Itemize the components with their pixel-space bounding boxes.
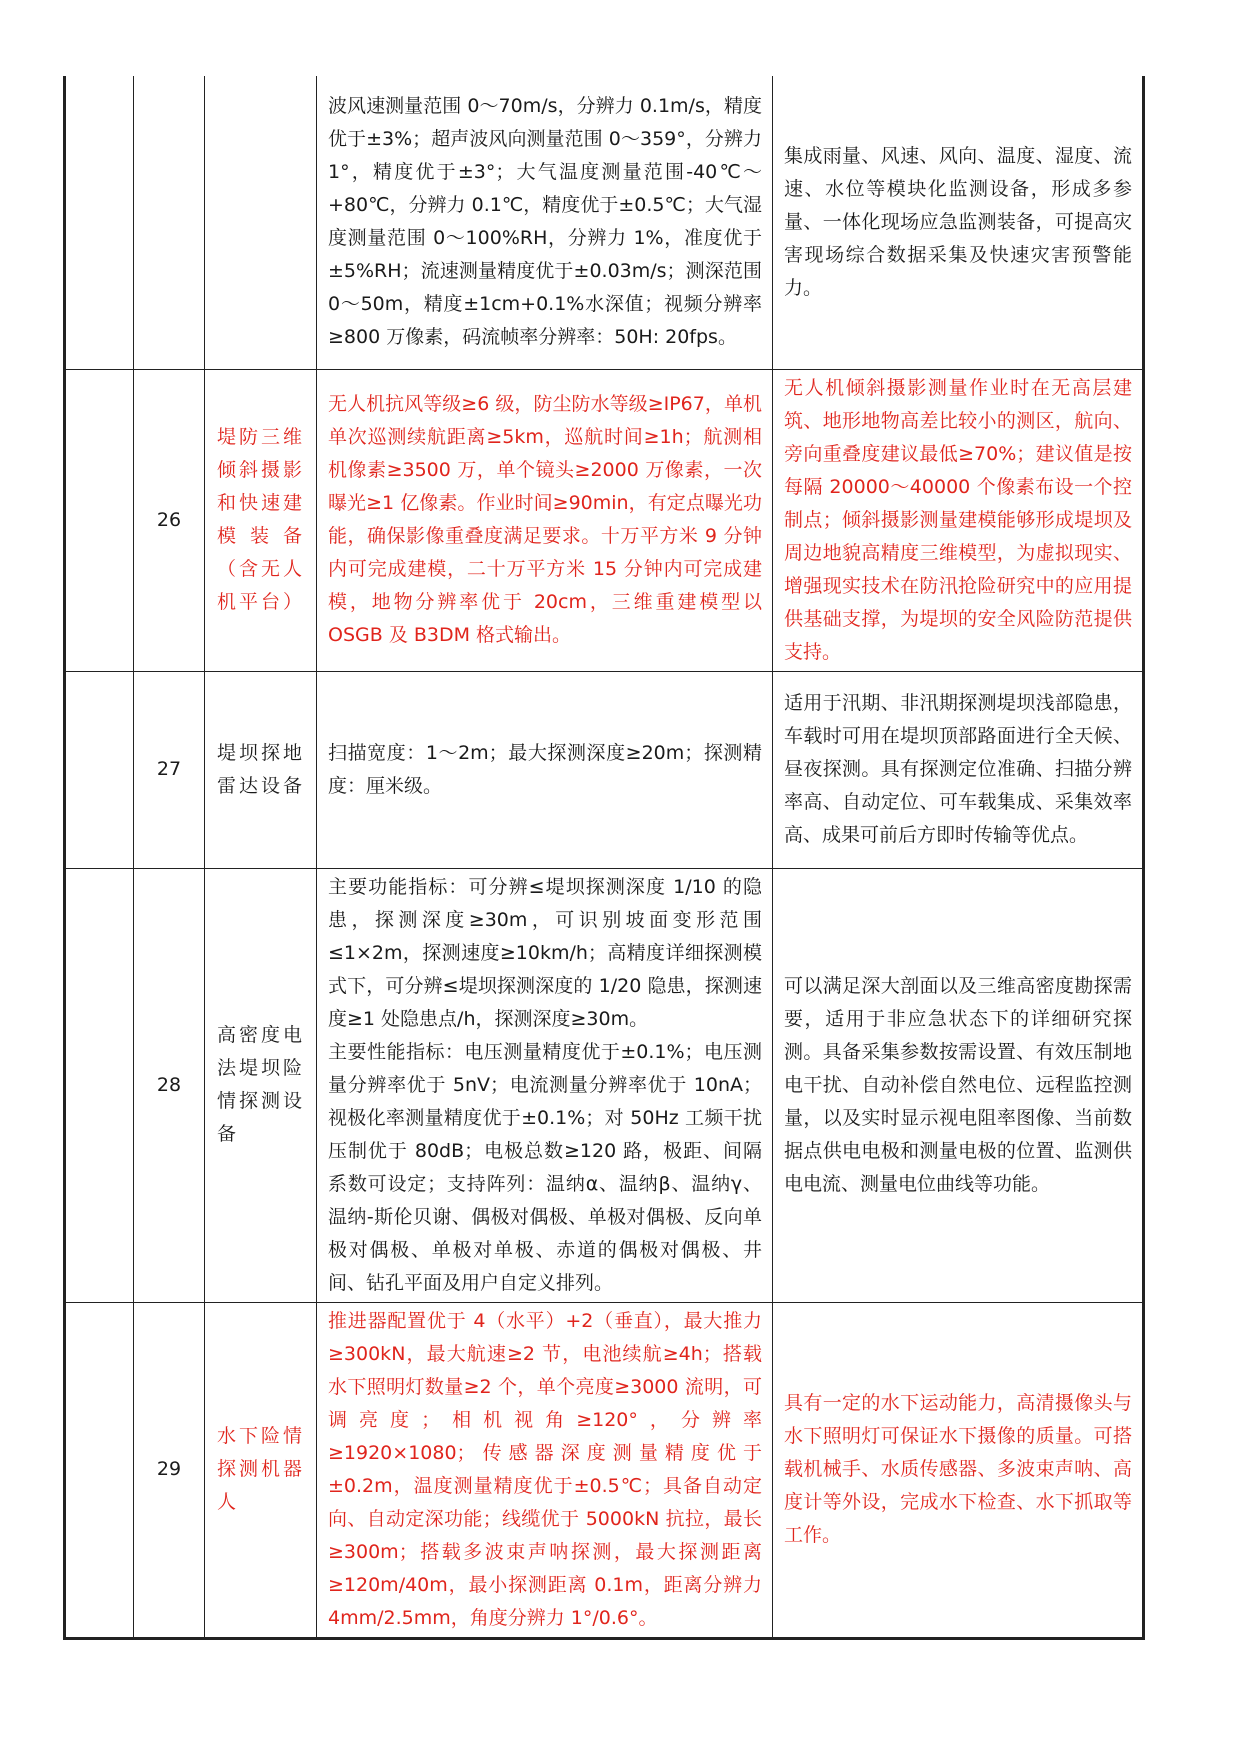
equipment-name: 高密度电法堤坝险情探测设备 — [205, 868, 317, 1302]
equipment-name: 水下险情探测机器人 — [205, 1302, 317, 1638]
row-number: 29 — [134, 1302, 205, 1638]
outer-blank-cell — [65, 671, 134, 868]
table-row — [65, 1302, 1144, 1638]
technical-parameters: 推进器配置优于 4（水平）+2（垂直），最大推力≥300kN，最大航速≥2 节，电池续航≥4h；搭载水下照明灯数量≥2 个，单个亮度≥3000 流明，可调亮度；相机视角≥120°，分辨率≥1920×1080；传感器深度测量精度优于±0.2m，温度测量精度优于±0.5℃；具备自动定向、自动定深功能；线缆优于 5000kN 抗拉，最长≥300m；搭载多波束声呐探测，最大探测距离≥120m/40m，最小探测距离 0.1m，距离分辨力 4mm/2.5mm，角度分辨力 1°/0.6°。 — [317, 1302, 773, 1638]
equipment-spec-table — [63, 76, 1145, 1640]
technical-parameters — [317, 868, 773, 1302]
performance-indicators: 主要性能指标：电压测量精度优于±0.1%；电压测量分辨率优于 5nV；电流测量分辨率优于 10nA；视极化率测量精度优于±0.1%；对 50Hz 工频干扰压制优于 80dB；电极总数≥120 路，极距、间隔系数可设定；支持阵列：温纳α、温纳β、温纳γ、温纳-斯伦贝谢、偶极对偶极、单极对偶极、反向单极对偶极、单极对单极、赤道的偶极对偶极、井间、钻孔平面及用户自定义排列。 — [328, 1040, 762, 1294]
row-number: 28 — [134, 868, 205, 1302]
table-row — [65, 369, 1144, 671]
equipment-name: 堤防三维倾斜摄影和快速建模装备（含无人机平台） — [205, 369, 317, 671]
table-row — [65, 868, 1144, 1302]
table-row — [65, 671, 1144, 868]
outer-blank-cell — [65, 369, 134, 671]
outer-blank-cell — [65, 868, 134, 1302]
function-indicators: 主要功能指标：可分辨≤堤坝探测深度 1/10 的隐患，探测深度≥30m，可识别坡面变形范围≤1×2m，探测速度≥10km/h；高精度详细探测模式下，可分辨≤堤坝探测深度的 1/20 隐患，探测速度≥1 处隐患点/h，探测深度≥30m。 — [328, 875, 762, 1030]
equipment-name — [205, 76, 317, 369]
technical-parameters: 无人机抗风等级≥6 级，防尘防水等级≥IP67，单机单次巡测续航距离≥5km，巡航时间≥1h；航测相机像素≥3500 万，单个镜头≥2000 万像素，一次曝光≥1 亿像素。作业时间≥90min，有定点曝光功能，确保影像重叠度满足要求。十万平方米 9 分钟内可完成建模，二十万平方米 15 分钟内可完成建模，地物分辨率优于 20cm，三维重建模型以 OSGB 及 B3DM 格式输出。 — [317, 369, 773, 671]
technical-parameters: 波风速测量范围 0～70m/s，分辨力 0.1m/s，精度优于±3%；超声波风向测量范围 0～359°，分辨力 1°，精度优于±3°；大气温度测量范围-40℃～+80℃，分辨力 0.1℃，精度优于±0.5℃；大气湿度测量范围 0～100%RH，分辨力 1%，准度优于±5%RH；流速测量精度优于±0.03m/s；测深范围 0～50m，精度±1cm+0.1%水深值；视频分辨率≥800 万像素，码流帧率分辨率：50H: 20fps。 — [317, 76, 773, 369]
application-notes: 具有一定的水下运动能力，高清摄像头与水下照明灯可保证水下摄像的质量。可搭载机械手、水质传感器、多波束声呐、高度计等外设，完成水下检查、水下抓取等工作。 — [773, 1302, 1144, 1638]
application-notes: 可以满足深大剖面以及三维高密度勘探需要，适用于非应急状态下的详细研究探测。具备采集参数按需设置、有效压制地电干扰、自动补偿自然电位、远程监控测量，以及实时显示视电阻率图像、当前数据点供电电极和测量电极的位置、监测供电电流、测量电位曲线等功能。 — [773, 868, 1144, 1302]
row-number: 26 — [134, 369, 205, 671]
technical-parameters: 扫描宽度：1～2m；最大探测深度≥20m；探测精度：厘米级。 — [317, 671, 773, 868]
row-number: 27 — [134, 671, 205, 868]
application-notes: 集成雨量、风速、风向、温度、湿度、流速、水位等模块化监测设备，形成多参量、一体化现场应急监测装备，可提高灾害现场综合数据采集及快速灾害预警能力。 — [773, 76, 1144, 369]
outer-blank-cell — [65, 1302, 134, 1638]
application-notes: 无人机倾斜摄影测量作业时在无高层建筑、地形地物高差比较小的测区，航向、旁向重叠度建议最低≥70%；建议值是按每隔 20000～40000 个像素布设一个控制点；倾斜摄影测量建模能够形成堤坝及周边地貌高精度三维模型，为虚拟现实、增强现实技术在防汛抢险研究中的应用提供基础支撑，为堤坝的安全风险防范提供支持。 — [773, 369, 1144, 671]
equipment-name: 堤坝探地雷达设备 — [205, 671, 317, 868]
row-number — [134, 76, 205, 369]
outer-blank-cell — [65, 76, 134, 369]
table-row — [65, 76, 1144, 369]
application-notes: 适用于汛期、非汛期探测堤坝浅部隐患，车载时可用在堤坝顶部路面进行全天候、昼夜探测。具有探测定位准确、扫描分辨率高、自动定位、可车载集成、采集效率高、成果可前后方即时传输等优点。 — [773, 671, 1144, 868]
